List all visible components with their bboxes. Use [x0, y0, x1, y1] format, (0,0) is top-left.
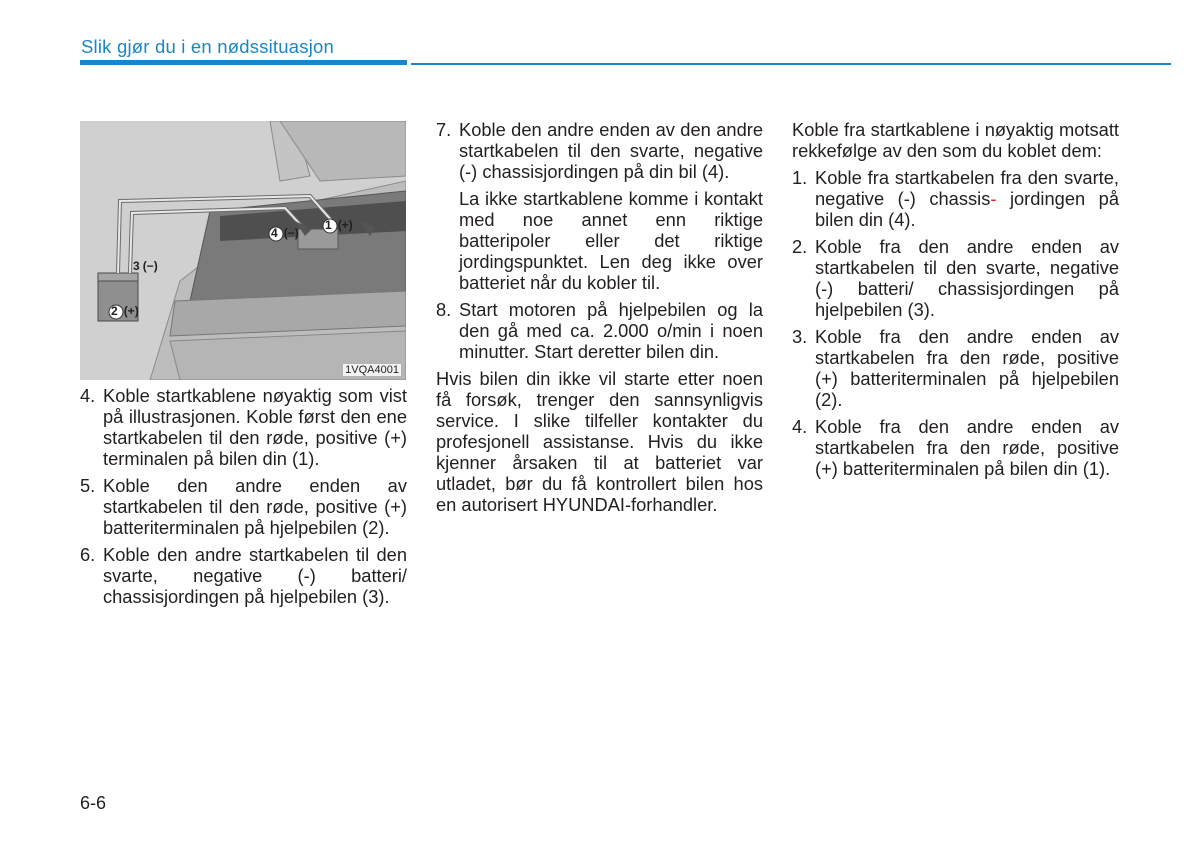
list-text: Koble fra startkabelen fra den svarte, negative (-) chassis- jordingen på bilen din (4). — [815, 167, 1119, 230]
list-item — [80, 385, 407, 469]
figure-label-2: 2 (+) — [111, 304, 139, 318]
figure-label-3: 3 (−) — [133, 259, 158, 273]
column-3 — [792, 119, 1119, 485]
column-1 — [80, 385, 407, 613]
list-text: Koble den andre enden av startkabelen til den røde, positive (+) batteriterminalen på hjelpebilen (2). — [103, 475, 407, 538]
list-text: Koble fra den andre enden av startkabelen til den svarte, negative (-) batteri/ chassisjordingen på hjelpebilen (3). — [815, 236, 1119, 320]
list-text: Koble startkablene nøyaktig som vist på illustrasjonen. Koble først den ene startkabelen til den røde, positive (+) terminalen på bilen din (1). — [103, 385, 407, 469]
list-number: 6. — [80, 544, 96, 565]
section-title: Slik gjør du i en nødssituasjon — [81, 36, 334, 57]
list-text: Koble den andre startkabelen til den svarte, negative (-) batteri/ chassisjordingen på hjelpebilen (3). — [103, 544, 407, 607]
list-number: 1. — [792, 167, 808, 188]
list-item — [436, 299, 763, 362]
body-paragraph: Hvis bilen din ikke vil starte etter noen få forsøk, trenger den sannsynligvis service. I slike tilfeller kontakter du profesjonell assistanse. Hvis du ikke kjenner årsaken til at batteriet var utladet, bør du få kontrollert bilen hos en autorisert HYUNDAI-forhandler. — [436, 368, 763, 515]
figure-code: 1VQA4001 — [345, 364, 399, 376]
header-rule — [411, 63, 1171, 65]
figure-label-1: 1 (+) — [325, 218, 353, 232]
list-item — [436, 119, 763, 182]
list-number: 7. — [436, 119, 452, 140]
list-number: 4. — [80, 385, 96, 406]
list-text: Koble fra den andre enden av startkabelen fra den røde, positive (+) batteriterminalen på hjelpebilen (2). — [815, 326, 1119, 410]
list-text: Start motoren på hjelpebilen og la den gå med ca. 2.000 o/min i noen minutter. Start deretter bilen din. — [459, 299, 763, 362]
list-item — [80, 475, 407, 538]
list-item — [80, 544, 407, 607]
list-item-note: La ikke startkablene komme i kontakt med noe annet enn riktige batteripoler eller det riktige jordingspunktet. Len deg ikke over batteriet når du kobler til. — [459, 188, 763, 293]
list-item — [792, 326, 1119, 410]
header-accent-bar — [80, 60, 407, 65]
list-number: 8. — [436, 299, 452, 320]
engine-bay-drawing — [80, 121, 406, 380]
list-number: 4. — [792, 416, 808, 437]
list-text: Koble fra den andre enden av startkabelen fra den røde, positive (+) batteriterminalen på bilen din (1). — [815, 416, 1119, 479]
list-number: 2. — [792, 236, 808, 257]
list-number: 3. — [792, 326, 808, 347]
list-number: 5. — [80, 475, 96, 496]
intro-paragraph: Koble fra startkablene i nøyaktig motsatt rekkefølge av den som du koblet dem: — [792, 119, 1119, 161]
jump-start-illustration — [80, 121, 406, 380]
figure-label-4: 4 (−) — [271, 226, 299, 240]
hyphen-mark: - — [990, 188, 997, 209]
list-text: Koble den andre enden av den andre startkabelen til den svarte, negative (-) chassisjordingen på din bil (4). — [459, 119, 763, 182]
list-item — [792, 416, 1119, 479]
page-number: 6-6 — [80, 793, 107, 813]
list-item — [792, 236, 1119, 320]
list-item — [792, 167, 1119, 230]
column-2 — [436, 119, 763, 521]
